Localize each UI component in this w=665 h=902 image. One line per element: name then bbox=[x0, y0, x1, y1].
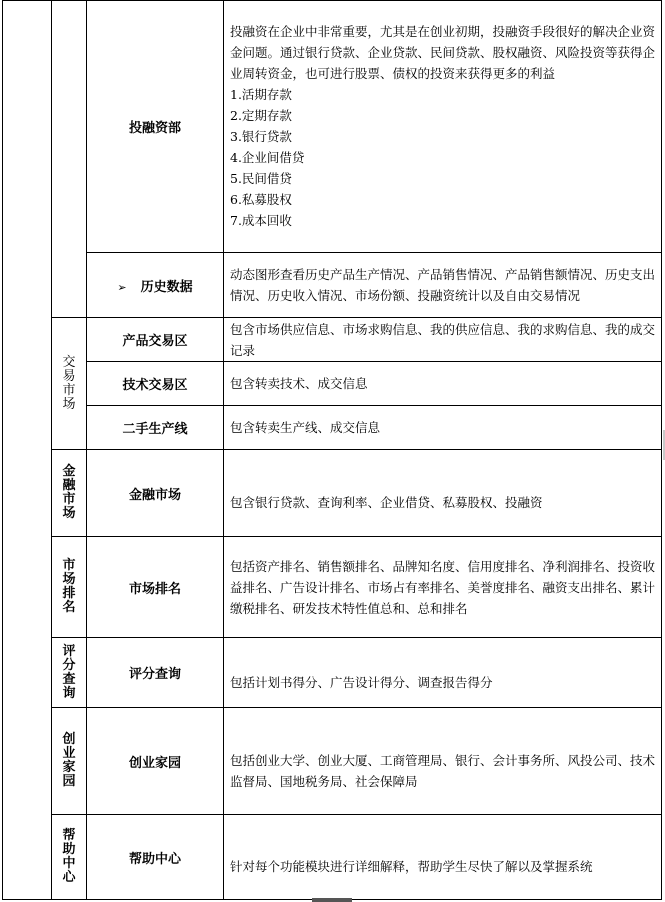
table-row bbox=[3, 318, 662, 362]
description-text: 包括计划书得分、广告设计得分、调查报告得分 bbox=[230, 674, 493, 690]
list-item: 3.银行贷款 bbox=[230, 128, 292, 144]
section-cell bbox=[52, 450, 87, 537]
table-row bbox=[3, 537, 662, 638]
list-item: 7.成本回收 bbox=[230, 212, 292, 228]
module-name: 产品交易区 bbox=[122, 334, 188, 349]
module-cell bbox=[87, 318, 224, 362]
module-name: 创业家园 bbox=[128, 755, 181, 771]
module-cell bbox=[87, 537, 224, 638]
module-name: 帮助中心 bbox=[128, 851, 181, 867]
description-text: 动态图形查看历史产品生产情况、产品销售情况、产品销售额情况、历史支出情况、历史收入情况、市场份额、投融资统计以及自由交易情况 bbox=[230, 267, 656, 303]
description-cell bbox=[224, 815, 662, 900]
table-row bbox=[3, 406, 662, 450]
table-row bbox=[3, 1, 662, 253]
section-label: 市场排名 bbox=[62, 558, 76, 615]
description-text: 包含转卖技术、成交信息 bbox=[230, 376, 368, 391]
list-item: 2.定期存款 bbox=[230, 107, 292, 123]
table-row bbox=[3, 362, 662, 406]
table-row bbox=[3, 815, 662, 900]
section-cell bbox=[52, 537, 87, 638]
list-item: 4.企业间借贷 bbox=[230, 149, 305, 165]
list-item: 5.民间借贷 bbox=[230, 170, 292, 186]
section-cell bbox=[52, 638, 87, 708]
description-text: 投融资在企业中非常重要，尤其是在创业初期，投融资手段很好的解决企业资金问题。通过银行贷款、企业贷款、民间贷款、股权融资、风险投资等获得企业周转资金，也可进行股票、债权的投资来获得更多的利益 bbox=[230, 23, 656, 81]
description-cell bbox=[224, 318, 662, 362]
outer-margin-column bbox=[3, 1, 52, 900]
list-item: 1.活期存款 bbox=[230, 86, 292, 102]
module-name: 金融市场 bbox=[128, 487, 181, 503]
table-row bbox=[3, 253, 662, 318]
module-cell bbox=[87, 450, 224, 537]
description-text: 包含转卖生产线、成交信息 bbox=[230, 420, 381, 435]
description-text: 包括资产排名、销售额排名、品牌知名度、信用度排名、净利润排名、投资收益排名、广告设计排名、市场占有率排名、美誉度排名、融资支出排名、累计缴税排名、研发技术特性值总和、总和排名 bbox=[230, 558, 656, 616]
description-cell bbox=[224, 638, 662, 708]
section-cell bbox=[52, 708, 87, 815]
description-cell bbox=[224, 1, 662, 253]
module-name: 投融资部 bbox=[128, 121, 181, 136]
module-cell bbox=[87, 815, 224, 900]
section-label: 帮助中心 bbox=[62, 828, 76, 885]
description-cell bbox=[224, 537, 662, 638]
description-text: 包括创业大学、创业大厦、工商管理局、银行、会计事务所、风投公司、技术监督局、国地税务局、社会保障局 bbox=[230, 752, 656, 789]
module-cell bbox=[87, 253, 224, 318]
description-text: 针对每个功能模块进行详细解释，帮助学生尽快了解以及掌握系统 bbox=[230, 859, 593, 874]
description-text: 包含银行贷款、查询利率、企业借贷、私募股权、投融资 bbox=[230, 494, 543, 510]
module-cell bbox=[87, 362, 224, 406]
description-cell bbox=[224, 450, 662, 537]
numbered-list bbox=[224, 84, 661, 231]
list-item: 6.私募股权 bbox=[230, 191, 292, 207]
section-cell bbox=[52, 318, 87, 450]
table-row bbox=[3, 450, 662, 537]
page-divider-mark bbox=[312, 898, 352, 902]
description-cell bbox=[224, 253, 662, 318]
module-name: 评分查询 bbox=[128, 667, 181, 682]
section-cell-empty bbox=[52, 1, 87, 318]
section-label: 评分查询 bbox=[62, 643, 76, 701]
description-cell bbox=[224, 362, 662, 406]
module-name: 二手生产线 bbox=[122, 422, 188, 437]
function-table bbox=[2, 0, 662, 900]
section-label: 创业家园 bbox=[62, 732, 76, 789]
section-label: 金融市场 bbox=[62, 464, 76, 521]
module-name: 市场排名 bbox=[128, 581, 181, 597]
module-cell bbox=[87, 638, 224, 708]
section-cell bbox=[52, 815, 87, 900]
section-label: 交易市场 bbox=[62, 354, 76, 412]
description-text: 包含市场供应信息、市场求购信息、我的供应信息、我的求购信息、我的成交记录 bbox=[230, 321, 656, 358]
module-cell bbox=[87, 1, 224, 253]
description-cell bbox=[224, 406, 662, 450]
table-row bbox=[3, 638, 662, 708]
arrow-bullet-icon: ➢ bbox=[117, 280, 127, 294]
module-name: 历史数据 bbox=[140, 279, 193, 295]
module-cell bbox=[87, 708, 224, 815]
module-cell bbox=[87, 406, 224, 450]
table-row bbox=[3, 708, 662, 815]
description-cell bbox=[224, 708, 662, 815]
module-name: 技术交易区 bbox=[122, 378, 188, 393]
